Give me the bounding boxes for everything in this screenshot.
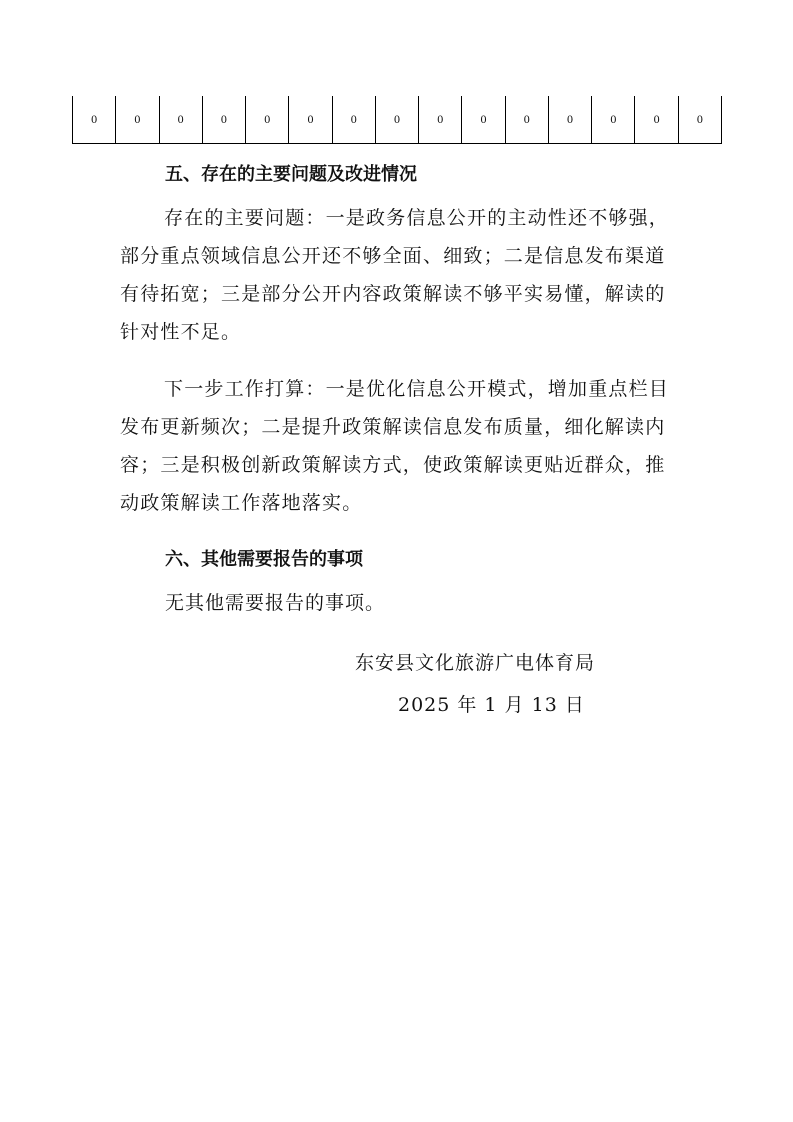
section5-paragraph-1 — [120, 199, 680, 351]
section5-paragraph-2 — [120, 370, 680, 522]
section6-paragraph: 无其他需要报告的事项。 — [165, 592, 386, 614]
table-cell: 0 — [419, 96, 462, 144]
section5-heading: 五、存在的主要问题及改进情况 — [165, 164, 417, 185]
table-cell: 0 — [505, 96, 548, 144]
signature-date: 2025 年 1 月 13 日 — [398, 694, 585, 716]
table-cell: 0 — [202, 96, 245, 144]
data-table-fragment — [72, 96, 722, 144]
table-cell: 0 — [548, 96, 591, 144]
signature-org: 东安县文化旅游广电体育局 — [355, 652, 596, 674]
paragraph-text: 存在的主要问题：一是政务信息公开的主动性还不够强，部分重点领域信息公开还不够全面、细致；二是信息发布渠道有待拓宽；三是部分公开内容政策解读不够平实易懂，解读的针对性不足。 — [120, 207, 670, 343]
section6-heading: 六、其他需要报告的事项 — [165, 549, 363, 570]
table-cell: 0 — [246, 96, 289, 144]
table-cell: 0 — [462, 96, 505, 144]
table-cell: 0 — [116, 96, 159, 144]
paragraph-text: 下一步工作打算：一是优化信息公开模式，增加重点栏目发布更新频次；二是提升政策解读信息发布质量，细化解读内容；三是积极创新政策解读方式，使政策解读更贴近群众，推动政策解读工作落地落实。 — [120, 378, 670, 514]
table-cell: 0 — [375, 96, 418, 144]
table-cell: 0 — [332, 96, 375, 144]
table-cell: 0 — [678, 96, 721, 144]
table-cell: 0 — [289, 96, 332, 144]
table-cell: 0 — [159, 96, 202, 144]
table-cell: 0 — [73, 96, 116, 144]
table-cell: 0 — [635, 96, 678, 144]
table-row — [73, 96, 722, 144]
table-cell: 0 — [592, 96, 635, 144]
